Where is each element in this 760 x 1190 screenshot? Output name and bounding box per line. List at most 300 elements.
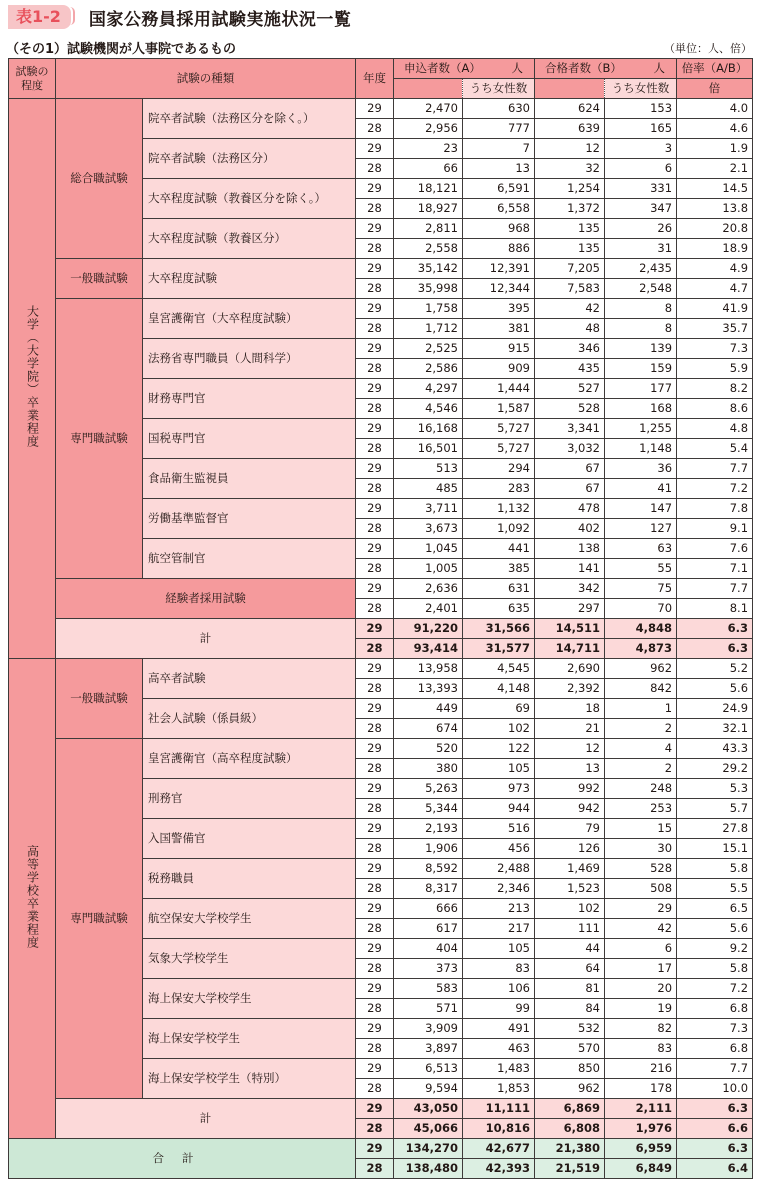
passed-women-cell: 1 xyxy=(605,699,677,719)
applicants-cell: 5,344 xyxy=(394,799,463,819)
ratio-cell: 7.8 xyxy=(677,499,753,519)
passed-women-cell: 19 xyxy=(605,999,677,1019)
passed-women-cell: 29 xyxy=(605,899,677,919)
ratio-cell: 5.7 xyxy=(677,799,753,819)
passed-cell: 7,205 xyxy=(535,259,605,279)
applicants-cell: 666 xyxy=(394,899,463,919)
applicants-cell: 35,142 xyxy=(394,259,463,279)
passed-cell: 21 xyxy=(535,719,605,739)
year-cell: 29 xyxy=(356,179,394,199)
table-row xyxy=(9,259,753,279)
year-cell: 29 xyxy=(356,739,394,759)
ratio-cell: 5.6 xyxy=(677,919,753,939)
year-cell: 29 xyxy=(356,899,394,919)
ratio-cell: 4.8 xyxy=(677,419,753,439)
applicants-cell: 45,066 xyxy=(394,1119,463,1139)
passed-women-cell: 55 xyxy=(605,559,677,579)
applicants-women-cell: 105 xyxy=(463,939,535,959)
passed-cell: 850 xyxy=(535,1059,605,1079)
grand-total-row xyxy=(9,1139,753,1159)
applicants-cell: 2,636 xyxy=(394,579,463,599)
passed-women-cell: 17 xyxy=(605,959,677,979)
year-cell: 28 xyxy=(356,959,394,979)
ratio-cell: 32.1 xyxy=(677,719,753,739)
passed-cell: 6,869 xyxy=(535,1099,605,1119)
subtotal-label: 計 xyxy=(56,1099,356,1139)
applicants-women-cell: 1,092 xyxy=(463,519,535,539)
passed-cell: 1,469 xyxy=(535,859,605,879)
category-cell: 一般職試験 xyxy=(56,259,143,299)
applicants-women-cell: 2,346 xyxy=(463,879,535,899)
passed-cell: 532 xyxy=(535,1019,605,1039)
exam-name-cell: 入国警備官 xyxy=(143,819,356,859)
ratio-cell: 15.1 xyxy=(677,839,753,859)
passed-women-cell: 6,849 xyxy=(605,1159,677,1179)
passed-cell: 111 xyxy=(535,919,605,939)
applicants-cell: 571 xyxy=(394,999,463,1019)
passed-cell: 297 xyxy=(535,599,605,619)
passed-women-cell: 36 xyxy=(605,459,677,479)
header-passed-women: うち女性数 xyxy=(605,79,677,99)
ratio-cell: 29.2 xyxy=(677,759,753,779)
applicants-women-cell: 968 xyxy=(463,219,535,239)
year-cell: 28 xyxy=(356,599,394,619)
ratio-cell: 7.6 xyxy=(677,539,753,559)
passed-women-cell: 1,976 xyxy=(605,1119,677,1139)
applicants-women-cell: 42,393 xyxy=(463,1159,535,1179)
applicants-cell: 1,758 xyxy=(394,299,463,319)
year-cell: 29 xyxy=(356,339,394,359)
header-passed: 合格者数（B） 人 xyxy=(535,59,677,79)
exam-name-cell: 皇宮護衛官（大卒程度試験） xyxy=(143,299,356,339)
year-cell: 29 xyxy=(356,619,394,639)
ratio-cell: 10.0 xyxy=(677,1079,753,1099)
applicants-cell: 520 xyxy=(394,739,463,759)
passed-women-cell: 41 xyxy=(605,479,677,499)
passed-cell: 21,380 xyxy=(535,1139,605,1159)
page-title: 国家公務員採用試験実施状況一覧 xyxy=(88,9,352,30)
passed-cell: 624 xyxy=(535,99,605,119)
applicants-women-cell: 1,587 xyxy=(463,399,535,419)
applicants-cell: 449 xyxy=(394,699,463,719)
passed-cell: 102 xyxy=(535,899,605,919)
applicants-women-cell: 381 xyxy=(463,319,535,339)
level-cell xyxy=(9,99,56,659)
passed-women-cell: 331 xyxy=(605,179,677,199)
applicants-women-cell: 31,566 xyxy=(463,619,535,639)
applicants-women-cell: 630 xyxy=(463,99,535,119)
year-cell: 29 xyxy=(356,259,394,279)
passed-cell: 570 xyxy=(535,1039,605,1059)
passed-women-cell: 6 xyxy=(605,939,677,959)
passed-women-cell: 70 xyxy=(605,599,677,619)
ratio-cell: 4.6 xyxy=(677,119,753,139)
subtotal-row xyxy=(9,619,753,639)
year-cell: 28 xyxy=(356,1079,394,1099)
passed-cell: 3,341 xyxy=(535,419,605,439)
applicants-women-cell: 283 xyxy=(463,479,535,499)
year-cell: 28 xyxy=(356,479,394,499)
applicants-women-cell: 6,558 xyxy=(463,199,535,219)
passed-cell: 67 xyxy=(535,459,605,479)
applicants-cell: 6,513 xyxy=(394,1059,463,1079)
exam-name-cell: 海上保安学校学生 xyxy=(143,1019,356,1059)
passed-women-cell: 1,255 xyxy=(605,419,677,439)
passed-cell: 18 xyxy=(535,699,605,719)
passed-cell: 1,254 xyxy=(535,179,605,199)
applicants-women-cell: 12,344 xyxy=(463,279,535,299)
passed-women-cell: 147 xyxy=(605,499,677,519)
applicants-cell: 91,220 xyxy=(394,619,463,639)
passed-women-cell: 83 xyxy=(605,1039,677,1059)
applicants-cell: 9,594 xyxy=(394,1079,463,1099)
ratio-cell: 13.8 xyxy=(677,199,753,219)
ratio-cell: 2.1 xyxy=(677,159,753,179)
passed-women-cell: 30 xyxy=(605,839,677,859)
passed-women-cell: 2 xyxy=(605,759,677,779)
header-type: 試験の種類 xyxy=(56,59,356,99)
applicants-cell: 2,558 xyxy=(394,239,463,259)
passed-women-cell: 159 xyxy=(605,359,677,379)
applicants-cell: 3,909 xyxy=(394,1019,463,1039)
passed-cell: 14,711 xyxy=(535,639,605,659)
applicants-women-cell: 69 xyxy=(463,699,535,719)
table-row xyxy=(9,579,753,599)
header-applicants: 申込者数（A） 人 xyxy=(394,59,535,79)
passed-cell: 14,511 xyxy=(535,619,605,639)
ratio-cell: 7.3 xyxy=(677,1019,753,1039)
passed-cell: 64 xyxy=(535,959,605,979)
applicants-women-cell: 2,488 xyxy=(463,859,535,879)
applicants-cell: 16,501 xyxy=(394,439,463,459)
applicants-cell: 13,958 xyxy=(394,659,463,679)
passed-women-cell: 6,959 xyxy=(605,1139,677,1159)
passed-women-cell: 4 xyxy=(605,739,677,759)
applicants-women-cell: 13 xyxy=(463,159,535,179)
ratio-cell: 5.3 xyxy=(677,779,753,799)
passed-women-cell: 842 xyxy=(605,679,677,699)
ratio-cell: 6.3 xyxy=(677,639,753,659)
applicants-cell: 2,811 xyxy=(394,219,463,239)
year-cell: 28 xyxy=(356,359,394,379)
applicants-cell: 1,712 xyxy=(394,319,463,339)
exam-table xyxy=(8,58,753,1179)
applicants-cell: 2,401 xyxy=(394,599,463,619)
passed-women-cell: 4,873 xyxy=(605,639,677,659)
ratio-cell: 27.8 xyxy=(677,819,753,839)
category-cell: 総合職試験 xyxy=(56,99,143,259)
applicants-women-cell: 4,545 xyxy=(463,659,535,679)
passed-cell: 135 xyxy=(535,219,605,239)
year-cell: 28 xyxy=(356,159,394,179)
passed-cell: 12 xyxy=(535,739,605,759)
passed-women-cell: 253 xyxy=(605,799,677,819)
passed-women-cell: 248 xyxy=(605,779,677,799)
applicants-women-cell: 122 xyxy=(463,739,535,759)
applicants-cell: 4,297 xyxy=(394,379,463,399)
year-cell: 28 xyxy=(356,239,394,259)
year-cell: 29 xyxy=(356,1139,394,1159)
ratio-cell: 5.6 xyxy=(677,679,753,699)
year-cell: 28 xyxy=(356,559,394,579)
year-cell: 28 xyxy=(356,879,394,899)
exam-name-cell: 航空管制官 xyxy=(143,539,356,579)
passed-women-cell: 26 xyxy=(605,219,677,239)
ratio-cell: 7.7 xyxy=(677,1059,753,1079)
ratio-cell: 5.8 xyxy=(677,959,753,979)
header-year: 年度 xyxy=(356,59,394,99)
applicants-women-cell: 973 xyxy=(463,779,535,799)
exam-name-cell: 財務専門官 xyxy=(143,379,356,419)
ratio-cell: 7.7 xyxy=(677,579,753,599)
ratio-cell: 5.9 xyxy=(677,359,753,379)
applicants-cell: 404 xyxy=(394,939,463,959)
exam-name-cell: 高卒者試験 xyxy=(143,659,356,699)
exam-name-cell: 海上保安大学校学生 xyxy=(143,979,356,1019)
applicants-women-cell: 7 xyxy=(463,139,535,159)
passed-women-cell: 528 xyxy=(605,859,677,879)
passed-cell: 7,583 xyxy=(535,279,605,299)
ratio-cell: 6.3 xyxy=(677,1139,753,1159)
exam-name-cell: 皇宮護衛官（高卒程度試験） xyxy=(143,739,356,779)
ratio-cell: 7.2 xyxy=(677,479,753,499)
year-cell: 29 xyxy=(356,299,394,319)
applicants-women-cell: 42,677 xyxy=(463,1139,535,1159)
applicants-cell: 23 xyxy=(394,139,463,159)
exam-name-cell: 海上保安学校学生（特別） xyxy=(143,1059,356,1099)
ratio-cell: 20.8 xyxy=(677,219,753,239)
header-applicants-women: うち女性数 xyxy=(463,79,535,99)
applicants-cell: 13,393 xyxy=(394,679,463,699)
year-cell: 28 xyxy=(356,1159,394,1179)
year-cell: 29 xyxy=(356,1059,394,1079)
passed-cell: 48 xyxy=(535,319,605,339)
passed-women-cell: 4,848 xyxy=(605,619,677,639)
exam-name-cell: 労働基準監督官 xyxy=(143,499,356,539)
applicants-women-cell: 106 xyxy=(463,979,535,999)
passed-cell: 1,372 xyxy=(535,199,605,219)
exam-name-cell: 税務職員 xyxy=(143,859,356,899)
applicants-cell: 3,897 xyxy=(394,1039,463,1059)
level-label: 大学（大学院）卒業程度 xyxy=(25,305,40,448)
table-row xyxy=(9,99,753,119)
applicants-cell: 18,121 xyxy=(394,179,463,199)
passed-cell: 67 xyxy=(535,479,605,499)
applicants-women-cell: 213 xyxy=(463,899,535,919)
applicants-women-cell: 516 xyxy=(463,819,535,839)
applicants-women-cell: 1,853 xyxy=(463,1079,535,1099)
passed-cell: 402 xyxy=(535,519,605,539)
applicants-cell: 43,050 xyxy=(394,1099,463,1119)
passed-women-cell: 178 xyxy=(605,1079,677,1099)
ratio-cell: 7.3 xyxy=(677,339,753,359)
applicants-cell: 2,470 xyxy=(394,99,463,119)
year-cell: 28 xyxy=(356,439,394,459)
applicants-women-cell: 631 xyxy=(463,579,535,599)
applicants-cell: 3,711 xyxy=(394,499,463,519)
applicants-cell: 66 xyxy=(394,159,463,179)
passed-women-cell: 2 xyxy=(605,719,677,739)
applicants-women-cell: 294 xyxy=(463,459,535,479)
ratio-cell: 41.9 xyxy=(677,299,753,319)
applicants-cell: 380 xyxy=(394,759,463,779)
applicants-cell: 373 xyxy=(394,959,463,979)
applicants-women-cell: 886 xyxy=(463,239,535,259)
passed-cell: 21,519 xyxy=(535,1159,605,1179)
exam-name-cell: 航空保安大学校学生 xyxy=(143,899,356,939)
applicants-women-cell: 395 xyxy=(463,299,535,319)
level-cell xyxy=(9,659,56,1139)
year-cell: 29 xyxy=(356,659,394,679)
experienced-exam-cell: 経験者採用試験 xyxy=(56,579,356,619)
year-cell: 29 xyxy=(356,219,394,239)
passed-cell: 81 xyxy=(535,979,605,999)
passed-cell: 3,032 xyxy=(535,439,605,459)
ratio-cell: 5.5 xyxy=(677,879,753,899)
year-cell: 29 xyxy=(356,139,394,159)
exam-name-cell: 気象大学校学生 xyxy=(143,939,356,979)
applicants-women-cell: 456 xyxy=(463,839,535,859)
ratio-cell: 6.5 xyxy=(677,899,753,919)
exam-name-cell: 法務省専門職員（人間科学） xyxy=(143,339,356,379)
passed-cell: 138 xyxy=(535,539,605,559)
applicants-cell: 16,168 xyxy=(394,419,463,439)
applicants-cell: 2,956 xyxy=(394,119,463,139)
ratio-cell: 43.3 xyxy=(677,739,753,759)
header-passed-blank xyxy=(535,79,605,99)
applicants-women-cell: 10,816 xyxy=(463,1119,535,1139)
applicants-cell: 8,592 xyxy=(394,859,463,879)
passed-women-cell: 216 xyxy=(605,1059,677,1079)
applicants-women-cell: 102 xyxy=(463,719,535,739)
ratio-cell: 7.7 xyxy=(677,459,753,479)
ratio-cell: 14.5 xyxy=(677,179,753,199)
applicants-women-cell: 385 xyxy=(463,559,535,579)
year-cell: 28 xyxy=(356,119,394,139)
passed-cell: 42 xyxy=(535,299,605,319)
passed-women-cell: 31 xyxy=(605,239,677,259)
passed-cell: 12 xyxy=(535,139,605,159)
applicants-women-cell: 83 xyxy=(463,959,535,979)
applicants-women-cell: 6,591 xyxy=(463,179,535,199)
ratio-cell: 4.9 xyxy=(677,259,753,279)
passed-women-cell: 347 xyxy=(605,199,677,219)
applicants-cell: 674 xyxy=(394,719,463,739)
exam-name-cell: 刑務官 xyxy=(143,779,356,819)
year-cell: 28 xyxy=(356,839,394,859)
passed-cell: 84 xyxy=(535,999,605,1019)
applicants-women-cell: 909 xyxy=(463,359,535,379)
ratio-cell: 35.7 xyxy=(677,319,753,339)
applicants-women-cell: 11,111 xyxy=(463,1099,535,1119)
applicants-cell: 134,270 xyxy=(394,1139,463,1159)
applicants-women-cell: 1,132 xyxy=(463,499,535,519)
ratio-cell: 7.1 xyxy=(677,559,753,579)
year-cell: 28 xyxy=(356,1039,394,1059)
subtotal-row xyxy=(9,1099,753,1119)
year-cell: 29 xyxy=(356,1099,394,1119)
passed-cell: 79 xyxy=(535,819,605,839)
year-cell: 29 xyxy=(356,939,394,959)
year-cell: 28 xyxy=(356,199,394,219)
applicants-cell: 485 xyxy=(394,479,463,499)
applicants-cell: 18,927 xyxy=(394,199,463,219)
passed-cell: 13 xyxy=(535,759,605,779)
applicants-cell: 3,673 xyxy=(394,519,463,539)
passed-women-cell: 139 xyxy=(605,339,677,359)
ratio-cell: 4.7 xyxy=(677,279,753,299)
passed-cell: 992 xyxy=(535,779,605,799)
passed-women-cell: 6 xyxy=(605,159,677,179)
category-cell: 一般職試験 xyxy=(56,659,143,739)
passed-women-cell: 20 xyxy=(605,979,677,999)
ratio-cell: 1.9 xyxy=(677,139,753,159)
year-cell: 28 xyxy=(356,279,394,299)
ratio-cell: 6.8 xyxy=(677,1039,753,1059)
passed-women-cell: 75 xyxy=(605,579,677,599)
exam-name-cell: 社会人試験（係員級） xyxy=(143,699,356,739)
passed-women-cell: 15 xyxy=(605,819,677,839)
applicants-women-cell: 5,727 xyxy=(463,419,535,439)
passed-women-cell: 82 xyxy=(605,1019,677,1039)
passed-women-cell: 177 xyxy=(605,379,677,399)
passed-women-cell: 962 xyxy=(605,659,677,679)
year-cell: 28 xyxy=(356,399,394,419)
ratio-cell: 5.4 xyxy=(677,439,753,459)
year-cell: 29 xyxy=(356,699,394,719)
table-row xyxy=(9,299,753,319)
year-cell: 28 xyxy=(356,759,394,779)
applicants-cell: 1,045 xyxy=(394,539,463,559)
header-ratio-unit: 倍 xyxy=(677,79,753,99)
title-bar xyxy=(8,4,351,30)
passed-cell: 342 xyxy=(535,579,605,599)
year-cell: 28 xyxy=(356,519,394,539)
passed-cell: 1,523 xyxy=(535,879,605,899)
passed-women-cell: 127 xyxy=(605,519,677,539)
level-label: 高等学校卒業程度 xyxy=(25,844,40,949)
exam-name-cell: 院卒者試験（法務区分） xyxy=(143,139,356,179)
ratio-cell: 8.6 xyxy=(677,399,753,419)
year-cell: 29 xyxy=(356,579,394,599)
ratio-cell: 7.2 xyxy=(677,979,753,999)
applicants-cell: 1,906 xyxy=(394,839,463,859)
ratio-cell: 5.8 xyxy=(677,859,753,879)
passed-cell: 126 xyxy=(535,839,605,859)
passed-women-cell: 153 xyxy=(605,99,677,119)
applicants-cell: 8,317 xyxy=(394,879,463,899)
passed-cell: 346 xyxy=(535,339,605,359)
passed-women-cell: 8 xyxy=(605,299,677,319)
applicants-women-cell: 441 xyxy=(463,539,535,559)
passed-cell: 435 xyxy=(535,359,605,379)
ratio-cell: 6.3 xyxy=(677,619,753,639)
table-row xyxy=(9,739,753,759)
year-cell: 28 xyxy=(356,799,394,819)
year-cell: 29 xyxy=(356,819,394,839)
passed-women-cell: 168 xyxy=(605,399,677,419)
applicants-women-cell: 12,391 xyxy=(463,259,535,279)
passed-women-cell: 508 xyxy=(605,879,677,899)
year-cell: 29 xyxy=(356,859,394,879)
applicants-women-cell: 777 xyxy=(463,119,535,139)
applicants-cell: 138,480 xyxy=(394,1159,463,1179)
applicants-cell: 4,546 xyxy=(394,399,463,419)
passed-cell: 478 xyxy=(535,499,605,519)
ratio-cell: 5.2 xyxy=(677,659,753,679)
ratio-cell: 8.2 xyxy=(677,379,753,399)
applicants-women-cell: 31,577 xyxy=(463,639,535,659)
